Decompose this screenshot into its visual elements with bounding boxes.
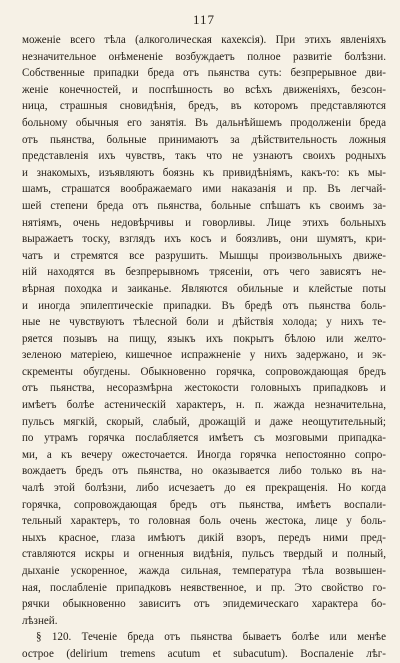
section-heading-line: § 120. Теченіе бреда отъ пьянства бываетъ болѣе или менѣе xyxy=(36,631,386,644)
text-line: незначительное онѣмененіе возбуждаетъ полное развитіе болѣзни. xyxy=(22,50,386,63)
text-line: зеленою матеріею, кишечное испражненіе у нихъ задержано, и эк- xyxy=(22,349,386,362)
text-line: ми, а къ вечеру ожесточается. Иногда горячка непостоянно сопро- xyxy=(22,448,386,461)
text-line: вѣрная походка и заиканье. Являются обильные и клейстые поты xyxy=(22,282,386,295)
text-line: шей степени бреда отъ пьянства, больные спѣшатъ къ своимъ за- xyxy=(22,199,386,212)
text-line: скременты обугдены. Обыкновенно горячка, сопровождающая бредъ xyxy=(22,365,386,378)
text-line: горячка, сопровождающая бредъ отъ пьянства, имѣетъ воспали- xyxy=(22,498,386,511)
text-line: острое (delirium tremens acutum et subacutum). Воспаленіе лѣг- xyxy=(22,647,386,660)
text-line: ница, страшныя сновидѣнія, бредъ, въ которомъ представляются xyxy=(22,100,386,113)
text-line: ная, послабленіе припадковъ неявственное, и пр. Это свойство го- xyxy=(22,581,386,594)
paragraph-end-line: лѣзней. xyxy=(22,614,58,627)
text-line: отъ пьянства, несоразмѣрна жестокости головныхъ припадковъ и xyxy=(22,382,386,395)
text-line: имѣетъ болѣе астеническій характеръ, н. п. жажда незначительна, xyxy=(22,399,386,412)
text-line: ставляются искры и огненныя видѣнія, пульсъ твердый и полный, xyxy=(22,548,386,561)
text-line: ній находятся въ безпрерывномъ трясеніи, отъ чего зависятъ не- xyxy=(22,266,386,279)
text-line: пульсъ мягкій, скорый, слабый, дрожащій и даже неощутительный; xyxy=(22,415,386,428)
text-line: ные не чувствуютъ тѣлесной боли и дѣйствія холода; у нихъ те- xyxy=(22,316,386,329)
text-line: моженіе всего тѣла (алкоголическая кахексія). При этихъ явленіяхъ xyxy=(22,34,386,46)
text-line: отъ пьянства, больные принимаютъ за дѣйствительность ложныя xyxy=(22,133,386,146)
text-line: чалѣ этой болѣзни, либо исчезаетъ до ея прекращенія. Но когда xyxy=(22,482,386,495)
text-line: шамъ, страшатся воображаемаго ими наказанія и пр. Въ легчай- xyxy=(22,183,386,196)
text-line: рячки обыкновенно зависитъ отъ эпидемическаго характера бо- xyxy=(22,598,386,611)
text-line: представленія ихъ чувствъ, такъ что не узнаютъ своихъ родныхъ xyxy=(22,150,386,163)
text-line: больному обычныя его занятія. Въ дальнѣйшемъ продолженіи бреда xyxy=(22,116,386,129)
page-number: 117 xyxy=(192,12,216,27)
text-line: ряется позывъ на пищу, языкъ ихъ покрытъ бѣлою или желто- xyxy=(22,332,386,345)
text-line: вождаетъ бредъ отъ пьянства, но оказывается либо только въ на- xyxy=(22,465,386,478)
text-line: по утрамъ горячка послабляется имѣетъ съ мозговыми припадка- xyxy=(22,432,386,445)
text-line: тельный характеръ, то головная боль очень жестока, лице у боль- xyxy=(22,515,386,528)
text-line: выражаетъ тоску, взглядъ ихъ косъ и боязливъ, они шумятъ, кри- xyxy=(22,233,386,246)
text-line: ныхъ красное, глаза имѣютъ дикій взоръ, передъ ними пред- xyxy=(22,531,386,544)
text-line: нятіямъ, очень недовѣрчивы и говорливы. Лице этихъ больныхъ xyxy=(22,216,386,229)
text-line: дыханіе ускоренное, жажда сильная, температура тѣла возвышен- xyxy=(22,565,386,577)
text-line: и иногда эпилептическіе припадки. Въ бредѣ отъ пьянства боль- xyxy=(22,299,386,312)
text-line: Собственные припадки бреда отъ пьянства суть: безпрерывное дви- xyxy=(22,67,386,80)
page-body xyxy=(22,32,386,663)
text-line: женіе конечностей, и поспѣшность во всѣхъ движеніяхъ, безсон- xyxy=(22,83,386,96)
text-line: и знакомыхъ, изъявляютъ боязнь къ привидѣніямъ, какъ-то: къ мы- xyxy=(22,166,386,179)
text-line: чатъ и стремятся все разрушить. Мышцы произвольныхъ движе- xyxy=(22,249,386,262)
